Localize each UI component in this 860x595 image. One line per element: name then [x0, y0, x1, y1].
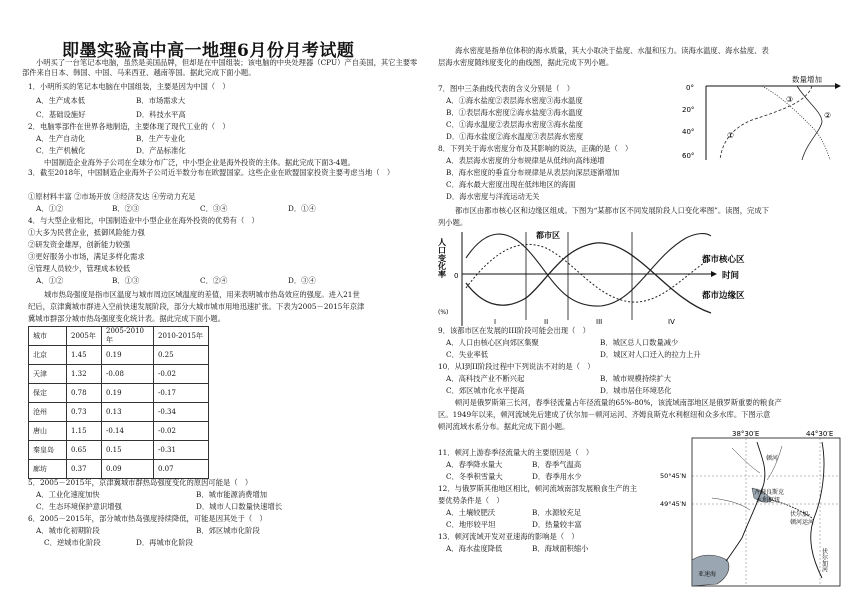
fig2-xlabel: 时间	[722, 271, 740, 281]
map-lat-1: 50°45′N	[660, 472, 687, 480]
map-lon-2: 44°30′E	[806, 430, 834, 438]
r-passage-1-line-2: 层海水密度随纬度变化的曲线图，据此完成下列小题。	[438, 58, 614, 67]
table-row	[29, 384, 209, 403]
q3-option-d: D．①④	[288, 204, 316, 213]
map-lat-2: 49°45′N	[660, 500, 687, 508]
table-header-row	[29, 327, 209, 346]
question-7: 7．图中三条曲线代表的含义分别是（ ）	[438, 84, 574, 93]
table-cell: -0.17	[154, 384, 209, 403]
table-row	[29, 403, 209, 422]
q6-option-d: D．再城市化阶段	[136, 538, 193, 547]
table-cell: 0.13	[102, 403, 154, 422]
table-cell: 0.07	[154, 460, 209, 479]
question-5: 5．2005－2015年，京津冀城市群热岛强度变化的原因可能是（ ）	[28, 478, 253, 487]
table-row	[29, 365, 209, 384]
fig2-core-curve	[466, 244, 711, 302]
q8-option-d: D．海水密度与洋流运动无关	[446, 192, 540, 201]
table-cell: 秦皇岛	[29, 441, 67, 460]
q9-option-b: B．城区总人口数量减少	[600, 338, 679, 347]
page-title: 即墨实验高中高一地理6月份月考试题	[62, 41, 355, 61]
table-cell: 0.19	[102, 384, 154, 403]
q3-option-b: B．②③	[112, 204, 140, 213]
table-cell: 1.45	[67, 346, 102, 365]
q7-option-b: B．①表层海水密度②海水盐度③海水温度	[446, 108, 583, 117]
fig2-series-metro: 都市区	[536, 231, 560, 240]
fig2-stage-2: II	[544, 318, 549, 326]
q12-option-a: A．土壤较肥沃	[446, 508, 496, 517]
fig1-curve-1	[720, 86, 812, 160]
passage-3-line-1: 城市热岛强度是指市区温度与城市周边区域温度的差值，用来表明城市热岛效应的强度。进入21世	[44, 290, 360, 299]
q9-option-d: D．城区对人口迁入的拉力上升	[600, 350, 701, 359]
question-12-line-2: 要优势条件是（ ）	[438, 496, 504, 505]
ocean-density-figure	[672, 72, 847, 167]
question-1: 1．小明所买的笔记本电脑在中国组装，主要是因为中国（ ）	[28, 82, 230, 91]
question-2: 2．电脑零部件在世界各地制造，主要体现了现代工业的（ ）	[28, 122, 230, 131]
q1-option-d: D．科技水平高	[136, 110, 186, 119]
fig1-lat-20: 20°	[682, 106, 695, 114]
q9-option-a: A．人口由核心区向郊区集聚	[446, 338, 539, 347]
table-header-cell: 2005-2010年	[102, 327, 154, 346]
q1-option-c: C．基础设施好	[36, 110, 86, 119]
fig2-ylabel: 人口变化率	[437, 238, 447, 278]
r-passage-1-line-1: 海水密度是指单位体积的海水质量，其大小取决于盐度、水温和压力。读海水温度、海水盐度、表	[455, 46, 769, 55]
table-cell: -0.34	[154, 403, 209, 422]
q10-option-c: C．郊区城市化水平提高	[446, 386, 525, 395]
q5-option-d: D．城市人口数量快速增长	[196, 502, 283, 511]
q1-option-b: B．市场需求大	[136, 96, 186, 105]
table-cell: 1.15	[67, 422, 102, 441]
passage-3-line-2: 纪后，京津冀城市群进入空前快速发展阶段，部分大城市城市用地迅速扩张。下表为2005－2015年京津	[28, 302, 365, 311]
q4-option-a: A．①②	[36, 276, 64, 285]
fig1-lat-60: 60°	[682, 152, 695, 160]
fig2-stage-4: IV	[668, 318, 675, 326]
question-4: 4．与大型企业相比，中国制造业中小型企业在海外投资的优势有（ ）	[28, 216, 259, 225]
fig2-edge-curve	[466, 243, 711, 313]
map-label-canal-1: 伏尔加-	[790, 511, 811, 518]
q1-option-a: A．生产成本低	[36, 96, 86, 105]
q6-option-c: C．逆城市化阶段	[44, 538, 101, 547]
q4-item-3: ③更好服务小市场，满足多样化需求	[28, 252, 145, 261]
q4-option-c: C．②④	[200, 276, 228, 285]
heat-island-table	[28, 326, 209, 479]
q12-option-d: D．热量较丰富	[532, 520, 582, 529]
don-river-map	[660, 428, 847, 588]
table-row	[29, 460, 209, 479]
table-row	[29, 441, 209, 460]
fig2-stage-1: I	[494, 318, 497, 326]
fig1-curve-3	[762, 86, 830, 160]
map-label-dam-1: 齐姆良斯克	[754, 489, 785, 496]
q10-option-d: D．城市居住环境恶化	[600, 386, 672, 395]
q3-option-a: A．①②	[36, 204, 64, 213]
table-cell: 0.09	[102, 460, 154, 479]
map-label-dam-2: 水利枢纽	[756, 497, 781, 504]
q4-item-2: ②研发资金雄厚，创新能力较强	[28, 240, 131, 249]
fig1-label-2: ②	[824, 111, 832, 120]
table-cell: 北京	[29, 346, 67, 365]
question-3: 3．截至2018年，中国制造企业海外子公司近半数分布在欧盟国家。这些企业在欧盟国家投资主要考虑当地（ ）	[28, 168, 395, 177]
q4-option-b: B．①③	[112, 276, 140, 285]
r-passage-3-line-2: 区。1949年以来，顿河流域先后建成了伏尔加－顿河运河、齐姆良斯克水利枢纽和众多水库。下图示意	[438, 410, 771, 419]
map-label-volga: 伏尔加河	[820, 548, 828, 572]
q10-option-b: B．城市规模持续扩大	[600, 374, 672, 383]
table-cell: 0.15	[102, 441, 154, 460]
q12-option-c: C．地形较平坦	[446, 520, 496, 529]
q2-option-a: A．生产自动化	[36, 134, 86, 143]
fig2-unit: (%)	[438, 309, 449, 316]
q7-option-a: A．①海水盐度②表层海水密度③海水温度	[446, 96, 583, 105]
table-cell: -0.08	[102, 365, 154, 384]
question-6: 6．2005－2015年，部分城市热岛强度持续降低，可能是因其处于（ ）	[28, 514, 267, 523]
fig1-label-1: ①	[727, 131, 735, 140]
table-cell: -0.31	[154, 441, 209, 460]
fig2-series-edge: 都市边缘区	[702, 291, 745, 301]
q5-option-a: A．工业化速度加快	[36, 490, 100, 499]
q11-option-c: C．冬季积雪量大	[446, 472, 503, 481]
q6-option-b: B．郊区城市化阶段	[196, 526, 260, 535]
map-label-don: 顿河	[766, 455, 779, 462]
fig2-stage-3: III	[596, 318, 603, 326]
table-cell: 0.73	[67, 403, 102, 422]
fig1-lat-40: 40°	[682, 128, 695, 136]
fig1-increase-label: 数量增加	[792, 75, 822, 84]
map-label-azov: 亚速海	[698, 571, 717, 578]
question-10: 10．从I到II阶段过程中下列说法不对的是（ ）	[438, 362, 595, 371]
fig1-label-3: ③	[786, 95, 794, 104]
q4-item-4: ④管理人员较少，管理成本较低	[28, 264, 131, 273]
table-cell: 0.37	[67, 460, 102, 479]
question-12-line-1: 12．与俄罗斯其他地区相比，顿河流域南部发展粮食生产的主	[438, 484, 638, 493]
table-cell: -0.14	[102, 422, 154, 441]
table-cell: 沧州	[29, 403, 67, 422]
table-cell: 0.78	[67, 384, 102, 403]
table-cell: 保定	[29, 384, 67, 403]
fig2-series-core: 都市核心区	[702, 255, 745, 265]
q4-option-d: D．③④	[288, 276, 316, 285]
q8-option-a: A．表层海水密度的分布规律是从低纬向高纬递增	[446, 156, 605, 165]
q11-option-a: A．春季降水量大	[446, 460, 503, 469]
table-header-cell: 2005年	[67, 327, 102, 346]
table-cell: 廊坊	[29, 460, 67, 479]
table-cell: 唐山	[29, 422, 67, 441]
passage-2: 中国制造企业海外子公司在全球分布广泛，中小型企业是海外投资的主体。据此完成下面3-4题。	[44, 158, 355, 167]
q6-option-a: A．城市化初期阶段	[36, 526, 100, 535]
q13-option-a: A．海水盐度降低	[446, 544, 503, 553]
table-cell: 0.19	[102, 346, 154, 365]
table-cell: 0.65	[67, 441, 102, 460]
table-cell: 天津	[29, 365, 67, 384]
q11-option-d: D．春季用水少	[532, 472, 582, 481]
q7-option-d: D．①海水盐度②海水温度③表层海水密度	[446, 132, 584, 141]
q11-option-b: B．春季气温高	[532, 460, 582, 469]
table-header-cell: 2010-2015年	[154, 327, 209, 346]
q5-option-c: C．生态环境保护意识增强	[36, 502, 122, 511]
question-13: 13．顿河流域开发对亚速海的影响是（ ）	[438, 532, 579, 541]
population-change-figure	[436, 228, 745, 328]
table-cell: -0.02	[154, 422, 209, 441]
r-passage-3-line-1: 顿河是俄罗斯第三长河，春季径流量占年径流量的65%-80%，该流域南部地区是俄罗斯重要的粮食产	[455, 398, 782, 407]
passage-3-line-3: 冀城市群部分城市热岛强度变化统计表。据此完成下面小题。	[28, 314, 226, 323]
fig1-curve-2	[797, 86, 822, 160]
q13-option-b: B．海域面积缩小	[532, 544, 589, 553]
r-passage-2-line-1: 都市区由都市核心区和边缘区组成。下图为“某都市区不同发展阶段人口变化率图”。读图，完成下	[455, 206, 769, 215]
table-cell: 1.32	[67, 365, 102, 384]
table-row	[29, 422, 209, 441]
q2-option-c: C．生产机械化	[36, 146, 86, 155]
fig1-lat-0: 0°	[686, 84, 694, 92]
q2-option-b: B．生产专业化	[136, 134, 186, 143]
question-11: 11．顿河上游春季径流量大的主要原因是（ ）	[438, 448, 594, 457]
passage-1: 小明买了一台笔记本电脑，虽然是美国品牌，但却是在中国组装；该电脑的中央处理器（CPU）产自美国，其它主要零部件来自日本、韩国、中国、马来西亚、越南等国。据此完成下面小题。	[22, 58, 418, 78]
q3-option-c: C．③④	[200, 204, 228, 213]
q8-option-c: C．海水最大密度出现在低纬地区的海面	[446, 180, 576, 189]
r-passage-3-line-3: 顿河流域水系分布。据此完成下面小题。	[438, 422, 570, 431]
table-row	[29, 346, 209, 365]
question-8: 8．下列关于海水密度分布及其影响的说法，正确的是（ ）	[438, 144, 633, 153]
q7-option-c: C．①海水温度②表层海水密度③海水盐度	[446, 120, 583, 129]
q3-options: ①原材料丰富 ②市场开放 ③经济发达 ④劳动力充足	[28, 192, 196, 201]
map-lon-1: 38°30′E	[732, 430, 760, 438]
q10-option-a: A．高科技产业不断兴起	[446, 374, 525, 383]
table-header-cell: 城市	[29, 327, 67, 346]
q9-option-c: C．失业率低	[446, 350, 489, 359]
q5-option-b: B．城市能源消费增加	[196, 490, 268, 499]
q2-option-d: D．产品标准化	[136, 146, 186, 155]
q12-option-b: B．水源较充足	[532, 508, 582, 517]
fig2-zero: 0	[454, 272, 459, 280]
question-9: 9．该都市区在发展的III阶段可能会出现（ ）	[438, 326, 590, 335]
table-cell: 0.25	[154, 346, 209, 365]
table-cell: -0.02	[154, 365, 209, 384]
q8-option-b: B．海水密度的垂直分布规律是从表层向深层逐渐增加	[446, 168, 620, 177]
q4-item-1: ①大多为民营企业，抵御风险能力强	[28, 228, 145, 237]
r-passage-2-line-2: 列小题。	[438, 218, 468, 227]
map-label-canal-2: 顿河运河	[790, 519, 815, 526]
